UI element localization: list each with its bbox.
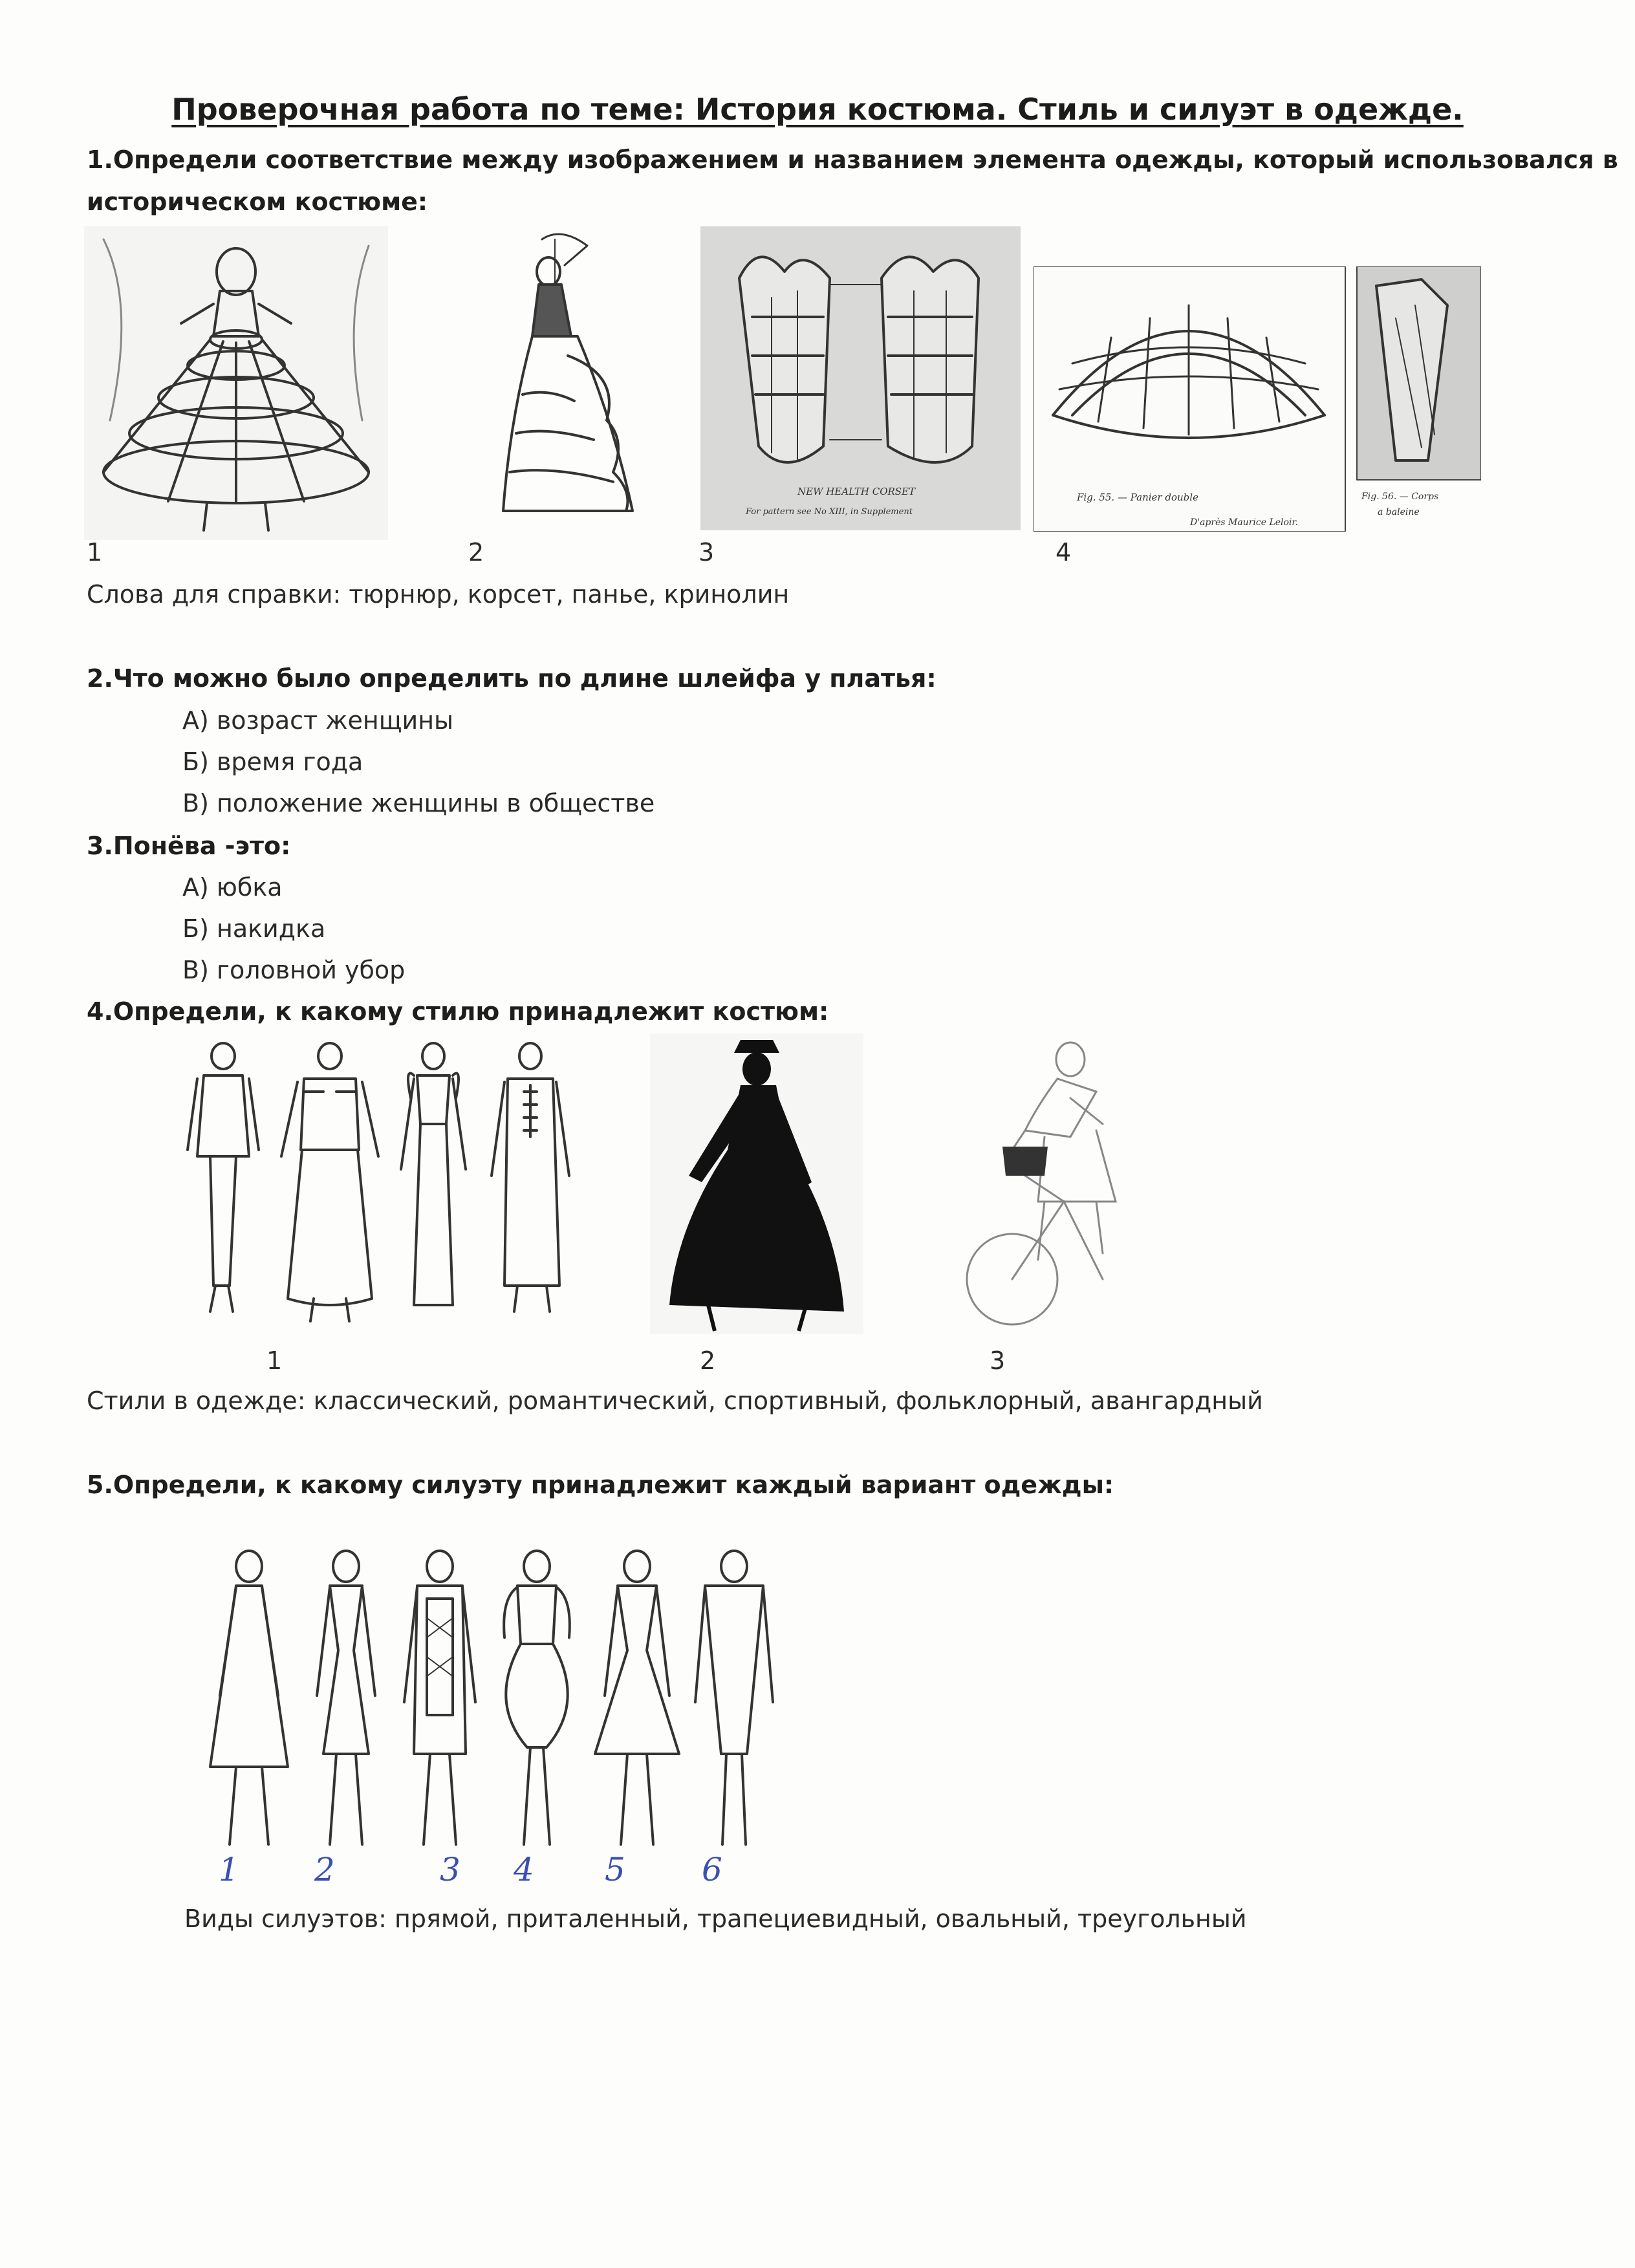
q1-number-1: 1 (87, 538, 103, 567)
q4-number-1: 1 (266, 1346, 283, 1375)
corps-caption: Fig. 56. — Corps (1361, 491, 1439, 502)
corps-caption-2: a baleine (1378, 507, 1420, 517)
handwritten-number-5: 5 (605, 1851, 625, 1888)
handwritten-number-4: 4 (514, 1851, 534, 1888)
q2-option-c: В) положение женщины в обществе (182, 789, 655, 817)
question-4: 4.Определи, к какому стилю принадлежит костюм: (87, 997, 829, 1026)
handwritten-number-3: 3 (440, 1851, 460, 1888)
question-2: 2.Что можно было определить по длине шлейфа у платья: (87, 664, 937, 693)
q1-number-2: 2 (468, 538, 484, 567)
question-3: 3.Понёва -это: (87, 832, 291, 860)
q4-number-2: 2 (700, 1346, 716, 1375)
q3-option-c: В) головной убор (182, 956, 406, 984)
q3-option-a: А) юбка (182, 873, 283, 902)
svg-text:For pattern see No XIII, in Su: For pattern see No XIII, in Supplement (746, 507, 913, 517)
style-image-2 (650, 1033, 863, 1334)
q5-hint: Виды силуэтов: прямой, приталенный, трапециевидный, овальный, треугольный (184, 1905, 1247, 1933)
handwritten-number-2: 2 (314, 1851, 335, 1888)
question-1-line-1: 1.Определи соответствие между изображением и названием элемента одежды, который использовался в (87, 146, 1618, 174)
corset-image (700, 226, 1021, 530)
svg-text:NEW HEALTH CORSET: NEW HEALTH CORSET (797, 486, 916, 497)
q1-number-3: 3 (698, 538, 715, 567)
q2-option-b: Б) время года (182, 748, 363, 776)
q4-number-3: 3 (990, 1346, 1006, 1375)
page-title: Проверочная работа по теме: История костюма. Стиль и силуэт в одежде. (171, 92, 1464, 127)
handwritten-number-6: 6 (702, 1851, 722, 1888)
panier-caption: Fig. 55. — Panier double (1077, 491, 1198, 503)
q3-option-b: Б) накидка (182, 914, 326, 943)
question-1-line-2: историческом костюме: (87, 188, 428, 216)
q4-hint: Стили в одежде: классический, романтический, спортивный, фольклорный, авангардный (87, 1387, 1263, 1415)
style-image-1 (184, 1040, 585, 1324)
q1-hint: Слова для справки: тюрнюр, корсет, панье, кринолин (87, 580, 790, 609)
style-image-3 (941, 1033, 1193, 1334)
question-5: 5.Определи, к какому силуэту принадлежит каждый вариант одежды: (87, 1471, 1114, 1499)
q1-number-4: 4 (1056, 538, 1072, 567)
q2-option-a: А) возраст женщины (182, 706, 454, 735)
crinoline-image (84, 226, 388, 540)
panier-caption-source: D'après Maurice Leloir. (1190, 517, 1299, 528)
handwritten-number-1: 1 (219, 1851, 239, 1888)
silhouettes-image (184, 1547, 779, 1874)
bustle-image (464, 226, 658, 530)
